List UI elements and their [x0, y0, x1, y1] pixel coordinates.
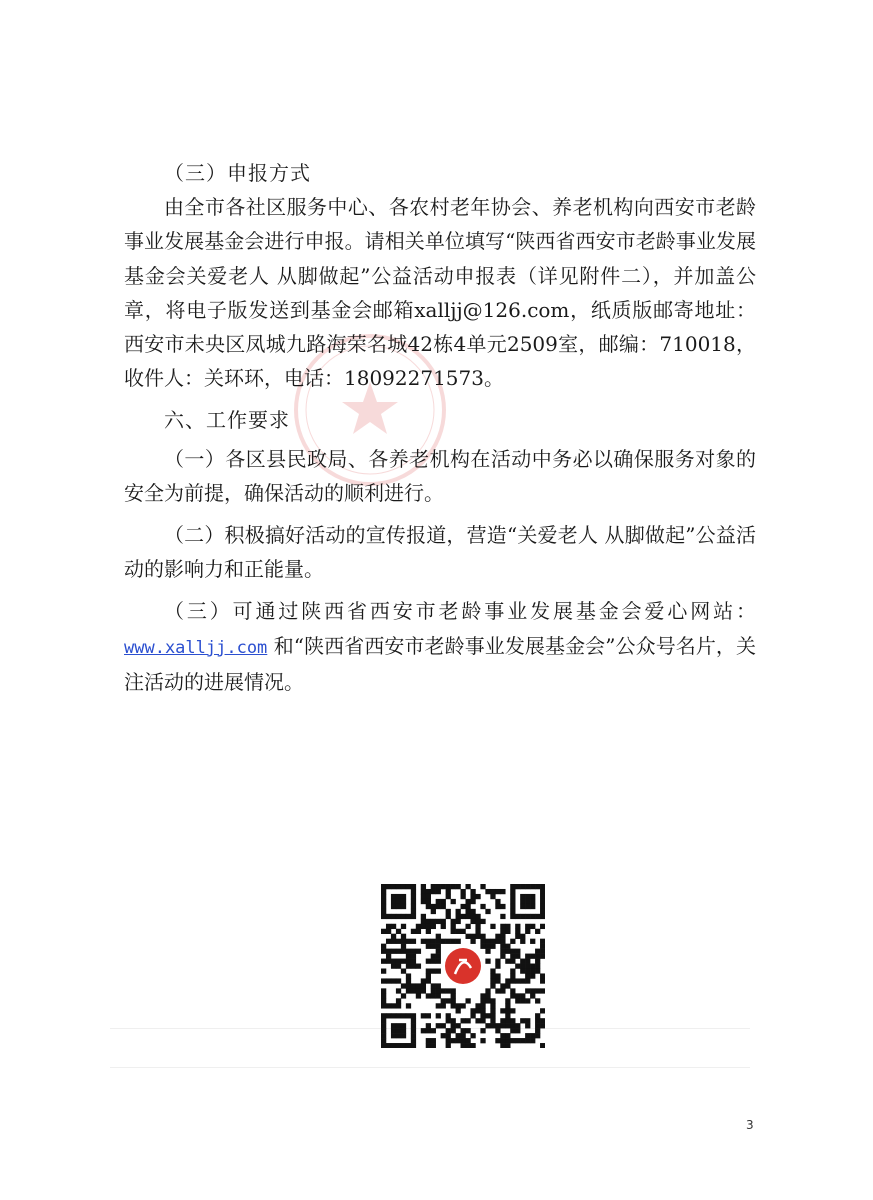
requirement-item-2: （二）积极搞好活动的宣传报道，营造“关爱老人 从脚做起”公益活动的影响力和正能量。 [124, 523, 756, 582]
qr-code-image [381, 884, 545, 1048]
requirement-item-3 [124, 594, 756, 699]
page-number: 3 [746, 1118, 754, 1132]
qr-center-logo-icon [441, 944, 485, 988]
requirement-item-1: （一）各区县民政局、各养老机构在活动中务必以确保服务对象的安全为前提，确保活动的顺利进行。 [124, 446, 756, 505]
reporting-method-paragraph: 由全市各社区服务中心、各农村老年协会、养老机构向西安市老龄事业发展基金会进行申报。请相关单位填写“陕西省西安市老龄事业发展基金会关爱老人 从脚做起”公益活动申报表（详见附件二），并加盖公章，将电子版发送到基金会邮箱xalljj@126.com，纸质版邮寄地址：西安市未央区凤城九路海荣名城42栋4单元2509室，邮编：710018，收件人：关环环，电话：18092271573。 [124, 195, 756, 391]
requirement-item-3-prefix: （三）可通过陕西省西安市老龄事业发展基金会爱心网站： [164, 599, 756, 624]
website-link[interactable]: www.xalljj.com [124, 637, 268, 658]
requirement-item-3-suffix: 和“陕西省西安市老龄事业发展基金会”公众号名片，关注活动的进展情况。 [124, 633, 756, 694]
body-text [124, 156, 756, 699]
section-heading-work-requirements: 六、工作要求 [164, 408, 290, 433]
qr-code [381, 884, 545, 1048]
section-heading-reporting-method: （三）申报方式 [164, 161, 311, 185]
